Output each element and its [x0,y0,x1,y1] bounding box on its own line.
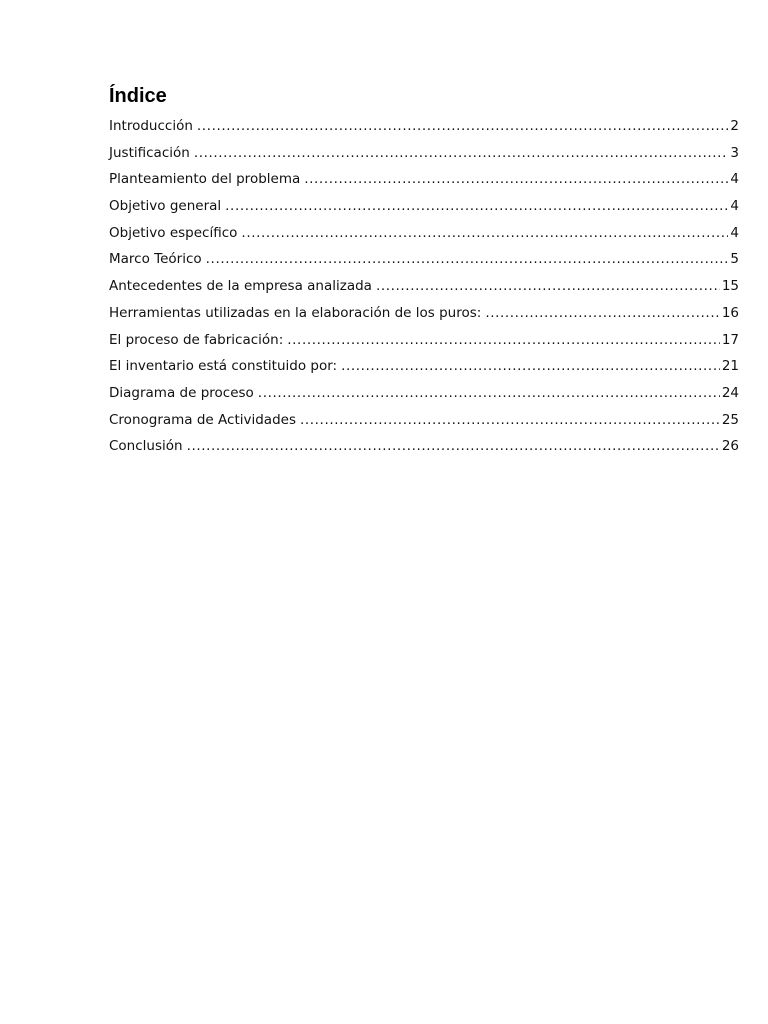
toc-entry-page: 4 [730,224,739,241]
toc-dot-leader [225,193,728,220]
toc-dot-leader [258,380,720,407]
toc-dot-leader [287,327,720,354]
toc-dot-leader [341,353,720,380]
toc-entry-page: 15 [721,278,739,295]
toc-entry-page: 16 [721,304,739,321]
toc-entry-label: Diagrama de proceso [109,384,254,401]
toc-entry-label: Objetivo específico [109,224,238,241]
toc-entry-label: El inventario está constituido por: [109,358,338,375]
toc-entry-marco-teorico[interactable] [109,246,739,273]
toc-entry-planteamiento[interactable] [109,166,739,193]
toc-entry-label: Marco Teórico [109,251,202,268]
toc-entry-page: 5 [730,251,739,268]
toc-entry-label: Conclusión [109,438,183,455]
toc-entry-label: Introducción [109,118,193,134]
table-of-contents [109,113,739,460]
toc-entry-label: Herramientas utilizadas en la elaboración de los puros: [109,304,482,321]
toc-entry-objetivo-especifico[interactable] [109,220,739,247]
toc-entry-antecedentes[interactable] [109,273,739,300]
toc-entry-page: 25 [721,411,739,428]
toc-entry-label: Justificación [109,144,190,161]
toc-dot-leader [304,166,728,193]
toc-heading: Índice [109,85,167,107]
toc-entry-label: Cronograma de Actividades [109,411,296,428]
toc-entry-label: Objetivo general [109,198,222,215]
toc-entry-page: 4 [730,171,739,188]
toc-entry-herramientas[interactable] [109,300,739,327]
toc-dot-leader [197,113,729,140]
toc-entry-introduccion[interactable] [109,113,739,140]
toc-entry-objetivo-general[interactable] [109,193,739,220]
toc-entry-page: 2 [730,118,739,134]
toc-entry-page: 17 [721,331,739,348]
toc-dot-leader [194,140,729,167]
toc-entry-label: El proceso de fabricación: [109,331,284,348]
toc-entry-proceso-fabricacion[interactable] [109,327,739,354]
toc-dot-leader [300,407,720,434]
toc-entry-cronograma[interactable] [109,407,739,434]
toc-dot-leader [206,246,729,273]
toc-entry-label: Planteamiento del problema [109,171,301,188]
toc-entry-page: 21 [721,358,739,375]
toc-entry-page: 4 [730,198,739,215]
toc-entry-conclusion[interactable] [109,433,739,460]
toc-entry-page: 26 [721,438,739,455]
toc-entry-page: 3 [730,144,739,161]
toc-entry-inventario[interactable] [109,353,739,380]
toc-entry-page: 24 [721,384,739,401]
toc-dot-leader [376,273,720,300]
toc-entry-justificacion[interactable] [109,140,739,167]
toc-entry-label: Antecedentes de la empresa analizada [109,278,372,295]
toc-dot-leader [485,300,719,327]
toc-dot-leader [187,433,720,460]
toc-entry-diagrama-proceso[interactable] [109,380,739,407]
toc-dot-leader [241,220,728,247]
